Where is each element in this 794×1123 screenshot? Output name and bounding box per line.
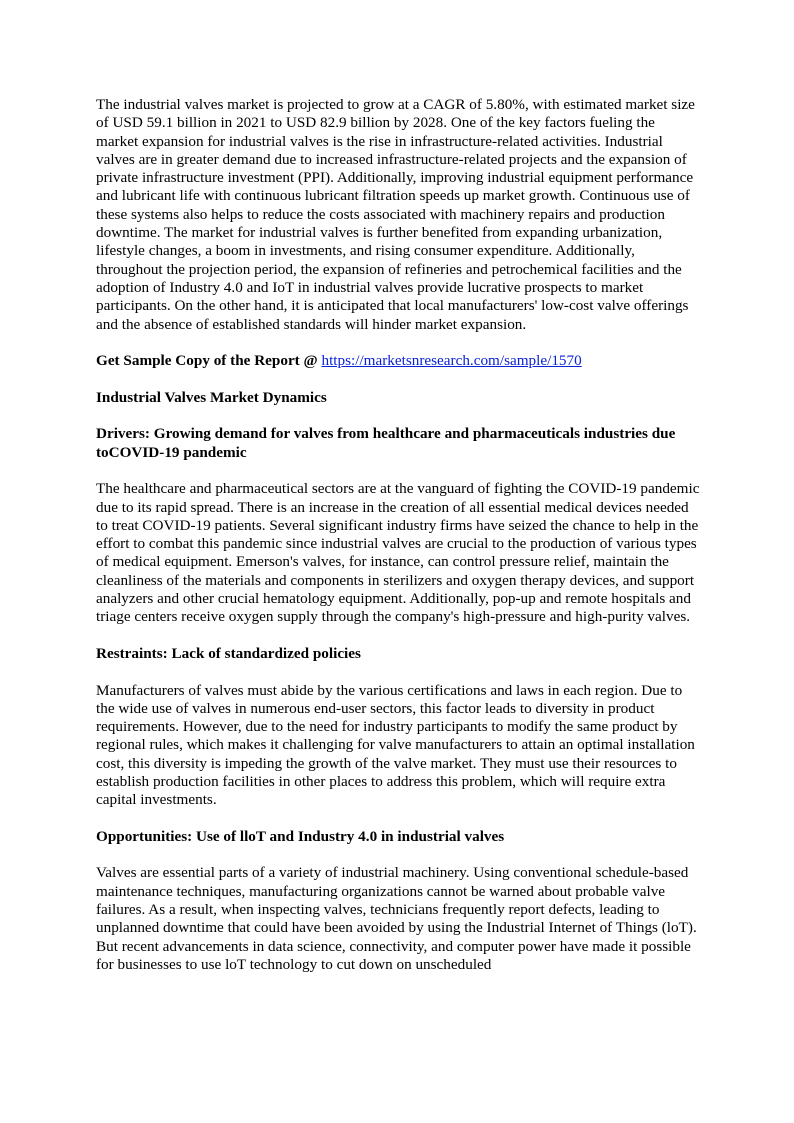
restraints-heading: Restraints: Lack of standardized policies — [96, 644, 361, 662]
sample-report-link[interactable]: https://marketsnresearch.com/sample/1570 — [321, 352, 582, 370]
drivers-heading: Drivers: Growing demand for valves from healthcare and pharmaceuticals industries due toCOVID-19 pandemic — [96, 425, 676, 461]
dynamics-heading: Industrial Valves Market Dynamics — [96, 388, 327, 406]
restraints-paragraph: Manufacturers of valves must abide by the various certifications and laws in each region. Due to the wide use of valves in numerous end-user sectors, this factor leads to diversity in product requirements. However, due to the need for industry participants to modify the same product by regional rules, which makes it challenging for valve manufacturers to attain an optimal installation cost, this diversity is impeding the growth of the valve market. They must use their resources to establish production facilities in other places to address this problem, which will require extra capital investments. — [96, 681, 695, 809]
drivers-paragraph: The healthcare and pharmaceutical sectors are at the vanguard of fighting the COVID-19 pandemic due to its rapid spread. There is an increase in the creation of all essential medical devices needed to treat COVID-19 patients. Several significant industry firms have seized the chance to help in the effort to combat this pandemic since industrial valves are crucial to the production of various types of medical equipment. Emerson's valves, for instance, can control pressure relief, maintain the cleanliness of the materials and components in sterilizers and oxygen therapy devices, and support analyzers and other crucial hematology equipment. Additionally, pop-up and remote hospitals and triage centers receive oxygen supply through the company's high-pressure and high-purity valves. — [96, 480, 700, 626]
sample-copy-line — [96, 352, 700, 370]
intro-paragraph: The industrial valves market is projected to grow at a CAGR of 5.80%, with estimated market size of USD 59.1 billion in 2021 to USD 82.9 billion by 2028. One of the key factors fueling the market expansion for industrial valves is the rise in infrastructure-related activities. Industrial valves are in greater demand due to increased infrastructure-related projects and the expansion of private infrastructure investment (PPI). Additionally, improving industrial equipment performance and lubricant life with continuous lubricant filtration speeds up market growth. Continuous use of these systems also helps to reduce the costs associated with machinery repairs and production downtime. The market for industrial valves is further benefited from expanding urbanization, lifestyle changes, a boom in investments, and rising consumer expenditure. Additionally, throughout the projection period, the expansion of refineries and petrochemical facilities and the adoption of Industry 4.0 and IoT in industrial valves provide lucrative prospects to market participants. On the other hand, it is anticipated that local manufacturers' low-cost valve offerings and the absence of established standards will hinder market expansion. — [96, 96, 695, 333]
opportunities-paragraph: Valves are essential parts of a variety of industrial machinery. Using conventional schedule-based maintenance techniques, manufacturing organizations cannot be warned about probable valve failures. As a result, when inspecting valves, technicians frequently report defects, leading to unplanned downtime that could have been avoided by using the Industrial Internet of Things (loT). But recent advancements in data science, connectivity, and computer power have made it possible for businesses to use loT technology to cut down on unscheduled — [96, 864, 697, 973]
opportunities-heading: Opportunities: Use of lloT and Industry 4.0 in industrial valves — [96, 827, 505, 845]
sample-copy-label: Get Sample Copy of the Report @ — [96, 352, 318, 370]
document-page — [96, 96, 700, 974]
